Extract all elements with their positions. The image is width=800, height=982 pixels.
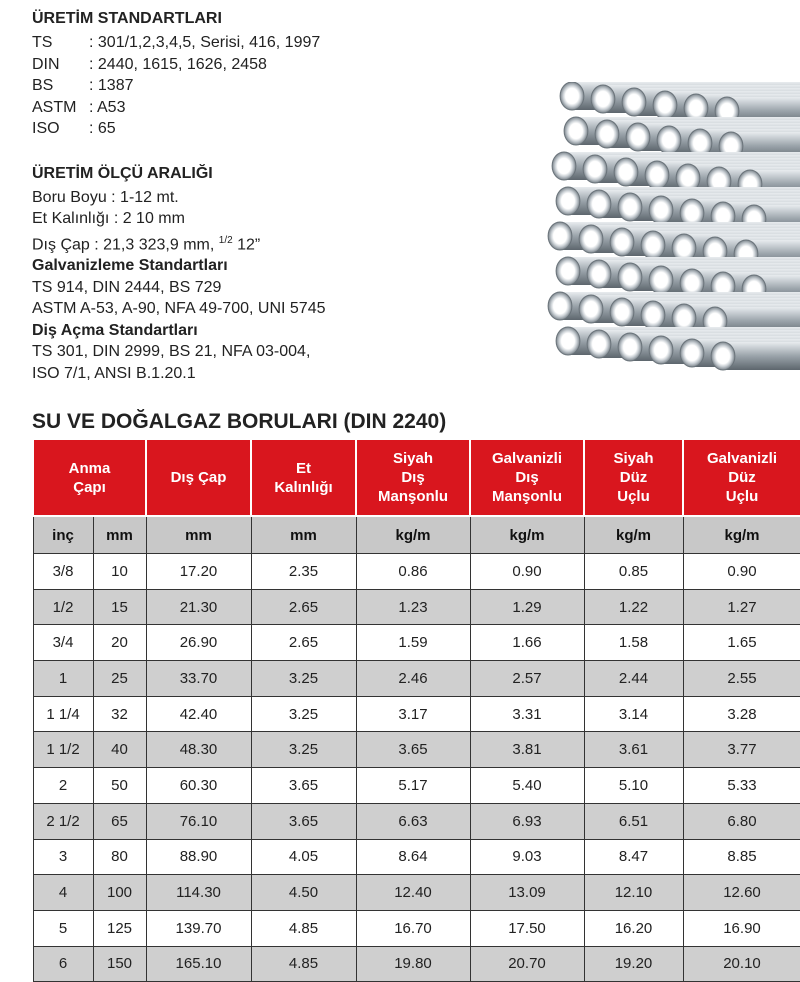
pipe-end — [595, 120, 619, 148]
table-cell: 165.10 — [146, 946, 251, 982]
standard-value: : A53 — [89, 98, 126, 116]
pipe-end — [618, 263, 642, 291]
pipe-end — [657, 126, 681, 154]
galvanizing-heading: Galvanizleme Standartları — [32, 257, 228, 275]
outer-diameter — [32, 230, 325, 256]
table-cell: 2.65 — [251, 625, 356, 661]
pipe-end — [645, 161, 669, 189]
table-cell: 48.30 — [146, 732, 251, 768]
table-cell: 12.10 — [584, 875, 683, 911]
pipe-length: Boru Boyu : 1-12 mt. — [32, 188, 179, 206]
pipe-end — [649, 266, 673, 294]
standard-value: : 2440, 1615, 1626, 2458 — [89, 55, 267, 73]
table-cell: 0.90 — [683, 554, 800, 590]
pipe-end — [587, 260, 611, 288]
standard-label: ISO — [32, 120, 60, 137]
table-cell: 88.90 — [146, 839, 251, 875]
table-cell: 1.58 — [584, 625, 683, 661]
table-cell: 2 — [33, 768, 93, 804]
table-cell: 6.93 — [470, 803, 584, 839]
table-cell: 26.90 — [146, 625, 251, 661]
table-cell: 80 — [93, 839, 146, 875]
table-cell: 1.66 — [470, 625, 584, 661]
unit-cell: kg/m — [584, 516, 683, 554]
table-cell: 32 — [93, 696, 146, 732]
standard-item — [32, 75, 320, 97]
table-cell: 9.03 — [470, 839, 584, 875]
header-outer-diameter: Dış Çap — [146, 439, 251, 516]
header-nominal-size: Anma Çapı — [33, 439, 146, 516]
table-cell: 50 — [93, 768, 146, 804]
pipe-end — [641, 301, 665, 329]
table-cell: 0.90 — [470, 554, 584, 590]
pipe-end — [614, 158, 638, 186]
table-row — [33, 875, 800, 911]
pipe-end — [610, 298, 634, 326]
unit-cell: mm — [251, 516, 356, 554]
table-cell: 20.70 — [470, 946, 584, 982]
units-row — [33, 516, 800, 554]
unit-cell: mm — [93, 516, 146, 554]
table-row — [33, 839, 800, 875]
galvanizing-line-2: ASTM A-53, A-90, NFA 49-700, UNI 5745 — [32, 300, 326, 318]
pipe-end — [564, 117, 588, 145]
pipe-end — [548, 222, 572, 250]
table-cell: 3.17 — [356, 696, 470, 732]
table-row — [33, 732, 800, 768]
pipe-spec-table — [32, 438, 800, 982]
table-cell: 10 — [93, 554, 146, 590]
table-title: SU VE DOĞALGAZ BORULARI (DIN 2240) — [32, 410, 447, 433]
galvanizing-line-1: TS 914, DIN 2444, BS 729 — [32, 278, 222, 296]
table-cell: 6 — [33, 946, 93, 982]
table-cell: 1.29 — [470, 589, 584, 625]
pipe-end — [587, 190, 611, 218]
wall-thickness: Et Kalınlığı : 2 10 mm — [32, 210, 185, 227]
threading-line-1: TS 301, DIN 2999, BS 21, NFA 03-004, — [32, 343, 311, 361]
pipe-end — [618, 193, 642, 221]
table-cell: 3 — [33, 839, 93, 875]
table-cell: 3.25 — [251, 732, 356, 768]
pipe-end — [680, 339, 704, 367]
table-row — [33, 696, 800, 732]
table-row — [33, 589, 800, 625]
pipe-end — [591, 85, 615, 113]
table-cell: 125 — [93, 910, 146, 946]
table-cell: 3/8 — [33, 554, 93, 590]
table-cell: 2.44 — [584, 661, 683, 697]
unit-cell: kg/m — [683, 516, 800, 554]
table-cell: 3.77 — [683, 732, 800, 768]
table-cell: 65 — [93, 803, 146, 839]
table-cell: 4.85 — [251, 910, 356, 946]
table-cell: 16.90 — [683, 910, 800, 946]
standard-label: ASTM — [32, 98, 77, 116]
table-cell: 5.33 — [683, 768, 800, 804]
outer-diameter-inch: 12” — [237, 235, 261, 253]
table-cell: 5.40 — [470, 768, 584, 804]
header-black-socket: Siyah Dış Manşonlu — [356, 439, 470, 516]
table-cell: 4 — [33, 875, 93, 911]
pipe-end — [556, 327, 580, 355]
table-cell: 1.59 — [356, 625, 470, 661]
table-cell: 8.64 — [356, 839, 470, 875]
header-galvanized-socket: Galvanizli Dış Manşonlu — [470, 439, 584, 516]
table-cell: 1 1/2 — [33, 732, 93, 768]
standard-value: : 65 — [89, 120, 116, 137]
table-cell: 40 — [93, 732, 146, 768]
header-black-plain: Siyah Düz Uçlu — [584, 439, 683, 516]
table-cell: 3.25 — [251, 661, 356, 697]
table-cell: 12.40 — [356, 875, 470, 911]
pipe-end — [711, 342, 735, 370]
threading-heading: Diş Açma Standartları — [32, 321, 198, 339]
outer-diameter-fraction: 1/2 — [218, 234, 233, 246]
table-cell: 8.47 — [584, 839, 683, 875]
galvanized-pipe-bundle-photo — [542, 82, 800, 380]
table-cell: 114.30 — [146, 875, 251, 911]
production-standards — [32, 10, 320, 140]
table-cell: 2 1/2 — [33, 803, 93, 839]
production-range-heading: ÜRETİM ÖLÇÜ ARALIĞI — [32, 165, 213, 182]
standards-list — [32, 32, 320, 140]
pipe-end — [610, 228, 634, 256]
pipe-end — [552, 152, 576, 180]
table-cell: 1.27 — [683, 589, 800, 625]
table-cell: 6.80 — [683, 803, 800, 839]
standard-item — [32, 97, 320, 119]
table-cell: 20.10 — [683, 946, 800, 982]
table-cell: 4.85 — [251, 946, 356, 982]
table-cell: 16.70 — [356, 910, 470, 946]
standard-value: : 1387 — [89, 77, 134, 94]
table-cell: 12.60 — [683, 875, 800, 911]
table-row — [33, 768, 800, 804]
table-cell: 4.50 — [251, 875, 356, 911]
table-cell: 5.10 — [584, 768, 683, 804]
table-body — [33, 554, 800, 982]
table-cell: 2.35 — [251, 554, 356, 590]
unit-cell: inç — [33, 516, 93, 554]
table-cell: 17.50 — [470, 910, 584, 946]
table-cell: 60.30 — [146, 768, 251, 804]
table-cell: 1 — [33, 661, 93, 697]
pipe-end — [649, 336, 673, 364]
table-row — [33, 946, 800, 982]
table-cell: 76.10 — [146, 803, 251, 839]
table-row — [33, 661, 800, 697]
pipe-end — [548, 292, 572, 320]
unit-cell: kg/m — [470, 516, 584, 554]
pipe-end — [626, 123, 650, 151]
pipe-end — [556, 187, 580, 215]
table-cell: 5.17 — [356, 768, 470, 804]
pipe-end — [653, 91, 677, 119]
unit-cell: mm — [146, 516, 251, 554]
table-cell: 6.63 — [356, 803, 470, 839]
header-wall-thickness: Et Kalınlığı — [251, 439, 356, 516]
pipe-end — [556, 257, 580, 285]
pipe-end — [579, 225, 603, 253]
table-cell: 3.25 — [251, 696, 356, 732]
table-cell: 0.86 — [356, 554, 470, 590]
pipe-end — [583, 155, 607, 183]
table-cell: 100 — [93, 875, 146, 911]
table-cell: 2.55 — [683, 661, 800, 697]
table-cell: 1.23 — [356, 589, 470, 625]
table-cell: 42.40 — [146, 696, 251, 732]
table-cell: 150 — [93, 946, 146, 982]
pipe-end — [560, 82, 584, 110]
table-cell: 1 1/4 — [33, 696, 93, 732]
table-cell: 5 — [33, 910, 93, 946]
table-cell: 33.70 — [146, 661, 251, 697]
standard-item — [32, 54, 320, 76]
table-cell: 0.85 — [584, 554, 683, 590]
table-cell: 3.81 — [470, 732, 584, 768]
table-cell: 3.28 — [683, 696, 800, 732]
table-cell: 3/4 — [33, 625, 93, 661]
table-cell: 3.65 — [356, 732, 470, 768]
table-cell: 3.14 — [584, 696, 683, 732]
table-cell: 3.31 — [470, 696, 584, 732]
table-cell: 2.57 — [470, 661, 584, 697]
pipe-end — [618, 333, 642, 361]
table-row — [33, 625, 800, 661]
table-cell: 2.46 — [356, 661, 470, 697]
table-cell: 3.65 — [251, 768, 356, 804]
table-cell: 17.20 — [146, 554, 251, 590]
standard-item — [32, 118, 320, 140]
outer-diameter-range: Dış Çap : 21,3 323,9 mm, — [32, 235, 215, 253]
table-cell: 2.65 — [251, 589, 356, 625]
standard-value: : 301/1,2,3,4,5, Serisi, 416, 1997 — [89, 34, 321, 51]
table-cell: 6.51 — [584, 803, 683, 839]
unit-cell: kg/m — [356, 516, 470, 554]
table-cell: 20 — [93, 625, 146, 661]
pipe-end — [641, 231, 665, 259]
production-standards-heading: ÜRETİM STANDARTLARI — [32, 10, 222, 27]
standard-label: BS — [32, 77, 54, 94]
pipe-end — [579, 295, 603, 323]
pipe-end — [587, 330, 611, 358]
production-range — [32, 163, 325, 384]
table-cell: 15 — [93, 589, 146, 625]
standard-item — [32, 32, 320, 54]
table-cell: 1.65 — [683, 625, 800, 661]
header-row — [33, 439, 800, 516]
standard-label: TS — [32, 34, 53, 51]
table-cell: 19.80 — [356, 946, 470, 982]
table-cell: 4.05 — [251, 839, 356, 875]
table-row — [33, 803, 800, 839]
pipe-end — [622, 88, 646, 116]
table-cell: 1.22 — [584, 589, 683, 625]
threading-line-2: ISO 7/1, ANSI B.1.20.1 — [32, 364, 196, 382]
table-cell: 139.70 — [146, 910, 251, 946]
table-cell: 13.09 — [470, 875, 584, 911]
table-cell: 1/2 — [33, 589, 93, 625]
standard-label: DIN — [32, 55, 60, 73]
table-cell: 3.61 — [584, 732, 683, 768]
pipe-end — [649, 196, 673, 224]
table-row — [33, 910, 800, 946]
table-cell: 25 — [93, 661, 146, 697]
header-galvanized-plain: Galvanizli Düz Uçlu — [683, 439, 800, 516]
table-cell: 21.30 — [146, 589, 251, 625]
table-cell: 16.20 — [584, 910, 683, 946]
table-cell: 8.85 — [683, 839, 800, 875]
table-row — [33, 554, 800, 590]
table-cell: 19.20 — [584, 946, 683, 982]
table-cell: 3.65 — [251, 803, 356, 839]
